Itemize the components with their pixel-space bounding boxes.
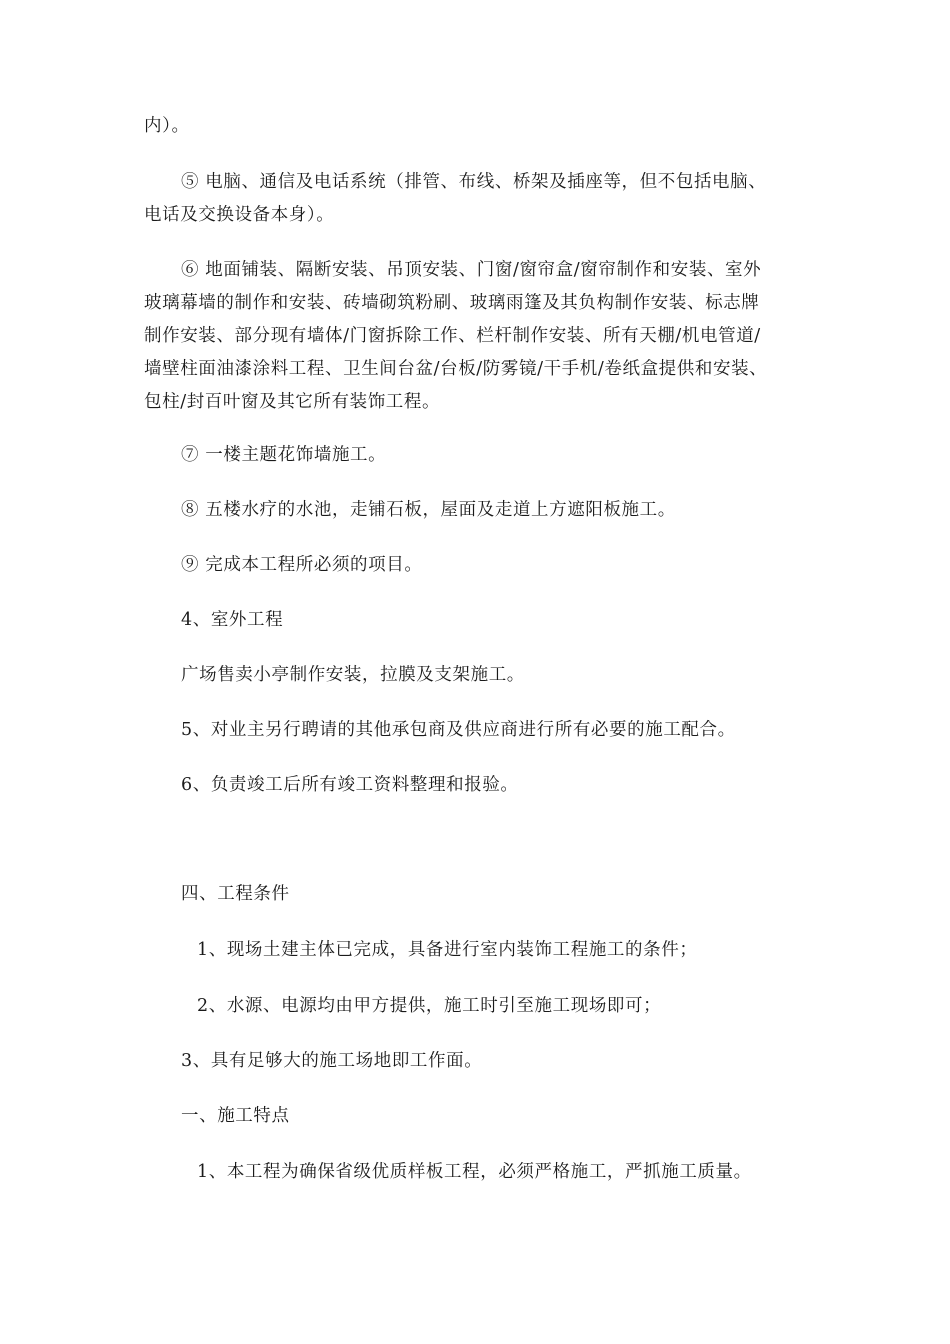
text-line: 包柱/封百叶窗及其它所有装饰工程。 — [144, 392, 441, 412]
text-line: 玻璃幕墙的制作和安装、砖墙砌筑粉刷、玻璃雨篷及其负构制作安装、标志牌 — [144, 293, 760, 313]
paragraph: 6、负责竣工后所有竣工资料整理和报验。 — [181, 775, 519, 795]
feature-item: 1、本工程为确保省级优质样板工程，必须严格施工，严抓施工质量。 — [197, 1162, 752, 1182]
condition-item: 3、具有足够大的施工场地即工作面。 — [181, 1051, 483, 1071]
condition-item: 1、现场土建主体已完成，具备进行室内装饰工程施工的条件； — [197, 940, 698, 960]
section-heading: 4、室外工程 — [181, 610, 284, 630]
paragraph: 5、对业主另行聘请的其他承包商及供应商进行所有必要的施工配合。 — [181, 720, 736, 740]
paragraph: 广场售卖小亭制作安装，拉膜及支架施工。 — [181, 665, 525, 685]
list-item-7: ⑦ 一楼主题花饰墙施工。 — [181, 445, 387, 465]
section-heading: 一、施工特点 — [181, 1106, 290, 1126]
text-line: 制作安装、部分现有墙体/门窗拆除工作、栏杆制作安装、所有天棚/机电管道/ — [144, 326, 761, 346]
text-line: 内）。 — [144, 116, 190, 136]
list-item-8: ⑧ 五楼水疗的水池，走铺石板，屋面及走道上方遮阳板施工。 — [181, 500, 676, 520]
text-line: 墙壁柱面油漆涂料工程、卫生间台盆/台板/防雾镜/干手机/卷纸盒提供和安装、 — [144, 359, 768, 379]
section-heading: 四、工程条件 — [181, 884, 290, 904]
list-item-6: ⑥ 地面铺装、隔断安装、吊顶安装、门窗/窗帘盒/窗帘制作和安装、室外 — [181, 260, 762, 280]
list-item-9: ⑨ 完成本工程所必须的项目。 — [181, 555, 423, 575]
list-item-5: ⑤ 电脑、通信及电话系统（排管、布线、桥架及插座等，但不包括电脑、 — [181, 172, 767, 192]
text-line: 电话及交换设备本身）。 — [144, 205, 335, 225]
condition-item: 2、水源、电源均由甲方提供，施工时引至施工现场即可； — [197, 996, 662, 1016]
